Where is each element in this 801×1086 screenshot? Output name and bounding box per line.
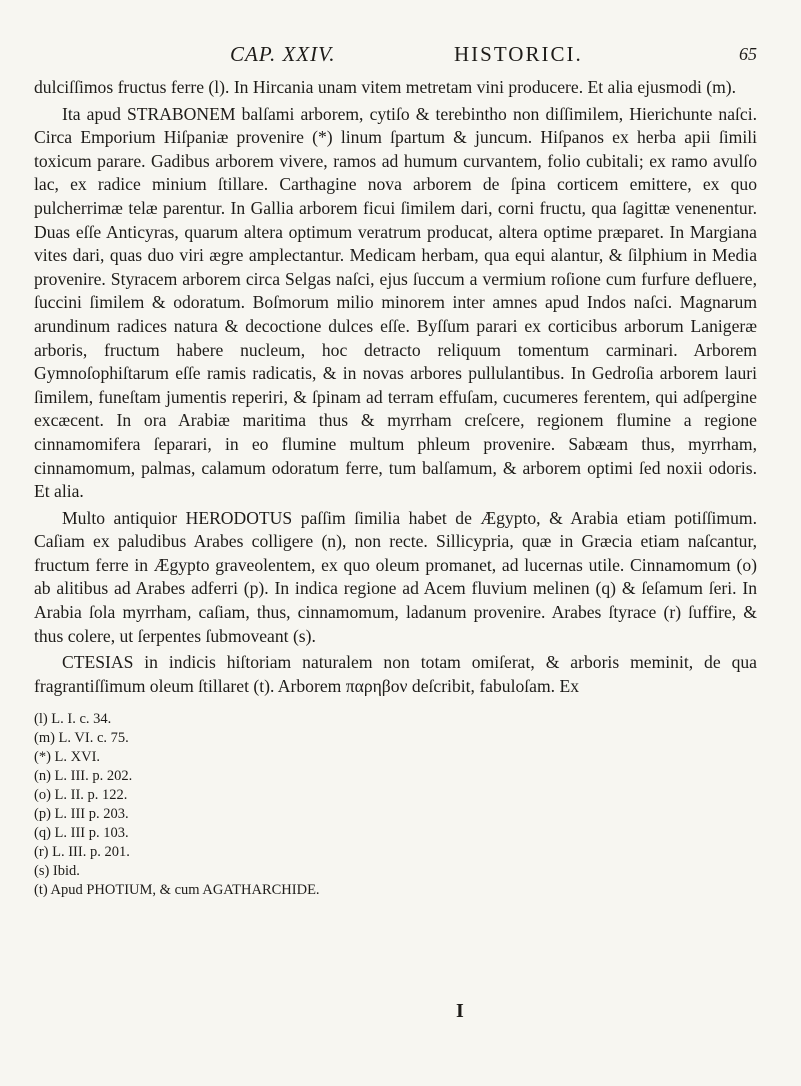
footnote: (m) L. VI. c. 75. <box>34 730 129 747</box>
running-header <box>34 42 757 72</box>
paragraph-strabo: Ita apud STRABONEM balſami arborem, cytiſo & terebintho non diſſimilem, Hierichunte naſci. Circa Emporium Hiſpaniæ provenire (*) linum ſpartum & juncum. Hiſpanos ex herba apii ſimili toxicum parare. Gadibus arborem vivere, ramos ad humum curvantem, folio cubitali; ex ramo avulſo lac, ex radice minium ſtillare. Carthagine nova arborem de ſpina corticem emittere, ex quo pulcherrimæ telæ parentur. In Gallia arborem ficui ſimilem dari, corni fructu, qua ſagittæ venenentur. Duas eſſe Anticyras, quarum altera optimum veratrum producat, altera optime præparet. In Margiana vites dari, quas duo viri ægre amplectantur. Medicam herbam, qua equi alantur, & ſilphium in Media provenire. Styracem arborem circa Selgas naſci, ejus ſuccum a vermium roſione cum furfure defluere, ſuccini ſimilem & odoratum. Boſmorum milio minorem inter amnes apud Indos naſci. Magnarum arundinum radices natura & decoctione dulces eſſe. Byſſum parari ex corticibus arborum Lanigeræ arboris, fructum habere nucleum, hoc detracto reliquum tomentum carminari. Arborem Gymnoſophiſtarum eſſe ramis radicatis, & in novas arbores pullulantibus. In Gedroſia arborem lauri ſimilem, funeſtam jumentis reperiri, & ſpinam ad terram effuſam, cucumeres ferentem, qui adſpergine excæcent. In ora Arabiæ maritima thus & myrrham creſcere, regionem flumine a regione cinnamomifera ſeparari, in eo flumine multum phleum provenire. Sabæam thus, myrrham, cinnamomum, palmas, calamum odoratum ferre, tum balſamum, & arborem optimi ſed noxii odoris. Et alia. <box>34 103 757 502</box>
paragraph-herodotus: Multo antiquior HERODOTUS paſſim ſimilia habet de Ægypto, & Arabia etiam potiſſimum. Caſiam ex paludibus Arabes colligere (n), non recte. Sillicypria, quæ in Græcia etiam naſcantur, fructum ferre in Ægypto graveolentem, ex quo oleum promanet, ad lucernas utile. Cinnamomum (o) ab alitibus ad Arabes adferri (p). In indica regione ad Acem fluvium melinen (q) & ſeſamum ſeri. In Arabia ſola myrrham, caſiam, thus, cinnamomum, ladanum provenire. Arabes ſtyrace (r) ſuffire, & thus colere, ut ſerpentes ſubmoveant (s). <box>34 507 757 646</box>
footnote: (p) L. III p. 203. <box>34 806 129 823</box>
footnote: (q) L. III p. 103. <box>34 825 129 842</box>
footnote: (t) Apud PHOTIUM, & cum AGATHARCHIDE. <box>34 882 320 899</box>
main-text <box>34 76 757 698</box>
paragraph-ctesias: CTESIAS in indicis hiſtoriam naturalem non totam omiſerat, & arboris meminit, de qua fragrantiſſimum oleum ſtillaret (t). Arborem παρηβον deſcribit, fabuloſam. Ex <box>34 652 757 696</box>
footnote: (l) L. I. c. 34. <box>34 711 112 728</box>
footnote: (n) L. III. p. 202. <box>34 768 133 785</box>
chapter-heading: CAP. XXIV. <box>230 42 336 66</box>
footnote: (s) Ibid. <box>34 863 80 880</box>
paragraph-continuation: dulciſſimos fructus ferre (l). In Hircania unam vitem metretam vini producere. Et alia ejusmodi (m). <box>34 77 737 97</box>
footnote: (*) L. XVI. <box>34 749 101 766</box>
footnote: (o) L. II. p. 122. <box>34 787 128 804</box>
footnote: (r) L. III. p. 201. <box>34 844 130 861</box>
catchword: I <box>456 1000 464 1022</box>
page-number: 65 <box>739 44 757 64</box>
section-heading: HISTORICI. <box>454 42 583 66</box>
footnotes <box>34 710 757 900</box>
